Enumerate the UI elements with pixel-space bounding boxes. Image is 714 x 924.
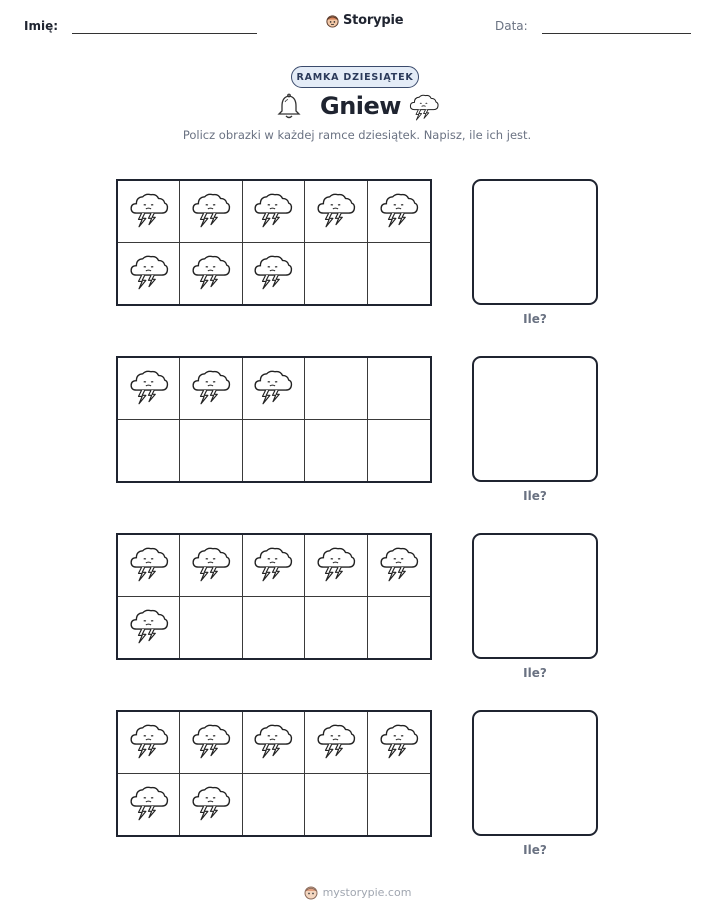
storm-cloud-icon bbox=[128, 544, 170, 586]
storm-cloud-icon bbox=[190, 783, 232, 825]
title-row bbox=[0, 90, 714, 126]
storm-cloud-icon bbox=[315, 544, 357, 586]
storm-cloud-icon bbox=[252, 721, 294, 763]
ten-frame bbox=[116, 179, 432, 306]
ten-frame-cell bbox=[243, 358, 305, 420]
name-label: Imię: bbox=[24, 19, 59, 33]
date-label: Data: bbox=[495, 19, 528, 33]
storm-cloud-icon bbox=[128, 783, 170, 825]
storm-cloud-icon bbox=[252, 544, 294, 586]
storm-cloud-icon bbox=[252, 190, 294, 232]
ten-frame-cell bbox=[118, 358, 180, 420]
answer-box[interactable] bbox=[472, 179, 598, 305]
ten-frame-cell bbox=[243, 597, 305, 659]
answer-label: Ile? bbox=[523, 843, 547, 857]
brand-logo bbox=[325, 13, 403, 28]
answer-label: Ile? bbox=[523, 312, 547, 326]
ten-frame-cell bbox=[368, 358, 430, 420]
storm-cloud-icon bbox=[378, 190, 420, 232]
storm-cloud-icon bbox=[190, 544, 232, 586]
ten-frame-cell bbox=[305, 181, 367, 243]
pie-mascot-icon bbox=[325, 13, 340, 28]
ten-frame-cell bbox=[243, 535, 305, 597]
storm-cloud-icon bbox=[190, 190, 232, 232]
ten-frame-cell bbox=[368, 774, 430, 836]
page-title: Gniew bbox=[320, 92, 401, 120]
storm-cloud-icon bbox=[128, 606, 170, 648]
storm-cloud-icon bbox=[190, 252, 232, 294]
ten-frame-cell bbox=[305, 535, 367, 597]
ten-frame-cell bbox=[180, 712, 242, 774]
ten-frame-cell bbox=[368, 535, 430, 597]
ten-frame bbox=[116, 533, 432, 660]
storm-cloud-icon bbox=[252, 367, 294, 409]
ten-frame-cell bbox=[305, 243, 367, 305]
ten-frame bbox=[116, 356, 432, 483]
ten-frame-cell bbox=[243, 420, 305, 482]
answer-box[interactable] bbox=[472, 533, 598, 659]
ten-frame-cell bbox=[180, 774, 242, 836]
answer-label: Ile? bbox=[523, 666, 547, 680]
answer-label: Ile? bbox=[523, 489, 547, 503]
storm-cloud-icon bbox=[378, 544, 420, 586]
pie-mascot-icon bbox=[303, 884, 319, 900]
ten-frame bbox=[116, 710, 432, 837]
ten-frame-cell bbox=[180, 597, 242, 659]
bell-icon bbox=[276, 93, 302, 121]
date-line bbox=[542, 33, 691, 34]
ten-frame-cell bbox=[368, 597, 430, 659]
storm-cloud-icon bbox=[190, 721, 232, 763]
brand-name: Storypie bbox=[343, 13, 404, 28]
ten-frame-cell bbox=[305, 358, 367, 420]
ten-frame-cell bbox=[305, 712, 367, 774]
ten-frame-cell bbox=[118, 597, 180, 659]
ten-frame-cell bbox=[305, 597, 367, 659]
ten-frame-cell bbox=[118, 774, 180, 836]
storm-cloud-icon bbox=[408, 92, 440, 124]
ten-frame-cell bbox=[368, 243, 430, 305]
footer-url: mystorypie.com bbox=[322, 885, 412, 899]
name-line bbox=[72, 33, 257, 34]
ten-frame-cell bbox=[118, 535, 180, 597]
storm-cloud-icon bbox=[128, 721, 170, 763]
footer bbox=[0, 884, 714, 900]
ten-frame-cell bbox=[305, 774, 367, 836]
ten-frame-cell bbox=[243, 243, 305, 305]
ten-frame-cell bbox=[180, 420, 242, 482]
answer-box[interactable] bbox=[472, 710, 598, 836]
instructions: Policz obrazki w każdej ramce dziesiątek. Napisz, ile ich jest. bbox=[182, 128, 532, 142]
ten-frame-cell bbox=[368, 181, 430, 243]
ten-frame-cell bbox=[180, 358, 242, 420]
ten-frame-cell bbox=[305, 420, 367, 482]
ten-frame-cell bbox=[243, 181, 305, 243]
ten-frame-cell bbox=[118, 712, 180, 774]
storm-cloud-icon bbox=[128, 252, 170, 294]
ten-frame-cell bbox=[243, 774, 305, 836]
ten-frame-cell bbox=[368, 712, 430, 774]
ten-frame-cell bbox=[368, 420, 430, 482]
ten-frame-cell bbox=[243, 712, 305, 774]
ten-frame-cell bbox=[180, 181, 242, 243]
ten-frame-cell bbox=[180, 243, 242, 305]
storm-cloud-icon bbox=[252, 252, 294, 294]
ten-frame-cell bbox=[118, 243, 180, 305]
storm-cloud-icon bbox=[315, 190, 357, 232]
storm-cloud-icon bbox=[378, 721, 420, 763]
storm-cloud-icon bbox=[128, 367, 170, 409]
answer-box[interactable] bbox=[472, 356, 598, 482]
storm-cloud-icon bbox=[128, 190, 170, 232]
storm-cloud-icon bbox=[315, 721, 357, 763]
ten-frame-cell bbox=[180, 535, 242, 597]
worksheet-header bbox=[0, 0, 714, 60]
ten-frame-cell bbox=[118, 420, 180, 482]
activity-badge: RAMKA DZIESIĄTEK bbox=[291, 66, 419, 88]
ten-frame-cell bbox=[118, 181, 180, 243]
storm-cloud-icon bbox=[190, 367, 232, 409]
